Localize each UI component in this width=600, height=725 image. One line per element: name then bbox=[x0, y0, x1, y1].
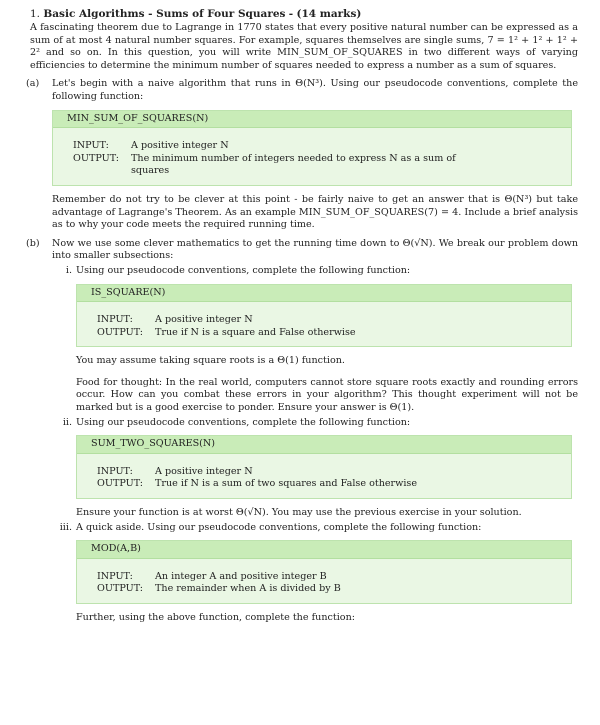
part-b-label: (b) bbox=[26, 237, 40, 249]
input-value: A positive integer N bbox=[155, 314, 253, 326]
input-key: INPUT: bbox=[73, 140, 109, 152]
question-marks: (14 marks) bbox=[296, 8, 362, 20]
output-value: The minimum number of integers needed to express N as a sum of squares bbox=[131, 152, 456, 177]
output-value: The remainder when A is divided by B bbox=[155, 583, 341, 595]
part-b-ii-text: Using our pseudocode conventions, complete the following function: bbox=[76, 416, 411, 428]
output-row bbox=[97, 583, 551, 596]
part-b-i-text: Using our pseudocode conventions, complete the following function: bbox=[76, 264, 411, 276]
function-signature: MOD(A,B) bbox=[77, 541, 571, 559]
input-key: INPUT: bbox=[97, 570, 133, 582]
input-row bbox=[97, 571, 551, 584]
output-key: OUTPUT: bbox=[97, 583, 144, 595]
output-value: True if N is a square and False otherwise bbox=[155, 326, 356, 338]
part-b-iii-text: A quick aside. Using our pseudocode conventions, complete the following function: bbox=[76, 521, 482, 533]
part-b-i bbox=[65, 264, 578, 415]
output-row bbox=[97, 478, 551, 491]
output-row bbox=[97, 327, 551, 340]
input-value: An integer A and positive integer B bbox=[155, 570, 327, 582]
function-signature: IS_SQUARE(N) bbox=[77, 285, 571, 303]
part-b-ii bbox=[62, 416, 578, 520]
function-box-min-sum bbox=[52, 110, 572, 186]
input-row bbox=[97, 466, 551, 479]
question-title-text: Basic Algorithms - Sums of Four Squares bbox=[43, 8, 286, 20]
part-b-ii-note: Ensure your function is at worst Θ(√N). You may use the previous exercise in your solution. bbox=[76, 507, 522, 519]
part-b-ii-label: ii. bbox=[62, 416, 72, 428]
input-value: A positive integer N bbox=[131, 140, 229, 152]
part-b-iii bbox=[59, 521, 578, 625]
input-row bbox=[97, 314, 551, 327]
part-a-label: (a) bbox=[26, 78, 40, 90]
part-a-text: Let's begin with a naive algorithm that runs in Θ(N³). Using our pseudocode conventions, complete the following function: bbox=[52, 78, 578, 102]
input-key: INPUT: bbox=[97, 314, 133, 326]
function-signature: MIN_SUM_OF_SQUARES(N) bbox=[53, 111, 571, 129]
part-b-iii-label: iii. bbox=[59, 521, 72, 533]
function-box-sum-two-squares bbox=[76, 435, 572, 499]
part-a bbox=[26, 78, 578, 231]
question-intro: A fascinating theorem due to Lagrange in 1770 states that every positive natural number can be expressed as a sum of at most 4 natural number squares. For example, squares themselves are single sums, 7 = 1² + 1² + 1² + 2² and so on. In this question, you will write MIN_SUM_OF_SQUARES in two different ways of varying efficiencies to determine the minimum number of squares needed to express a number as a sum of squares. bbox=[30, 22, 578, 71]
document-page bbox=[26, 8, 578, 625]
output-value: True if N is a sum of two squares and False otherwise bbox=[155, 478, 418, 490]
part-b bbox=[26, 237, 578, 625]
function-box-mod bbox=[76, 540, 572, 604]
part-b-text: Now we use some clever mathematics to get the running time down to Θ(√N). We break our problem down into smaller subsections: bbox=[52, 237, 578, 262]
question-title: 1. Basic Algorithms - Sums of Four Squares - (14 marks) bbox=[30, 8, 362, 20]
output-key: OUTPUT: bbox=[73, 152, 120, 164]
part-b-i-note: You may assume taking square roots is a Θ(1) function. bbox=[76, 355, 345, 367]
function-box-is-square bbox=[76, 284, 572, 348]
input-row bbox=[73, 140, 551, 153]
output-key: OUTPUT: bbox=[97, 326, 144, 338]
part-b-iii-note: Further, using the above function, complete the function: bbox=[76, 612, 355, 623]
function-signature: SUM_TWO_SQUARES(N) bbox=[77, 436, 571, 454]
part-a-remark: Remember do not try to be clever at this point - be fairly naive to get an answer that is Θ(N³) but take advantage of Lagrange's Theorem. As an example MIN_SUM_OF_SQUARES(7) = 4. Include a brief analysis as to why your code meets the required running time. bbox=[52, 193, 578, 231]
question-number: 1. bbox=[30, 8, 41, 20]
input-key: INPUT: bbox=[97, 465, 133, 477]
output-row bbox=[73, 153, 551, 178]
part-b-i-label: i. bbox=[65, 264, 72, 276]
output-key: OUTPUT: bbox=[97, 478, 144, 490]
part-b-i-food-for-thought: Food for thought: In the real world, computers cannot store square roots exactly and rounding errors occur. How can you combat these errors in your algorithm? This thought experiment will not be marked but is a good exercise to ponder. Ensure your answer is Θ(1). bbox=[76, 376, 578, 414]
input-value: A positive integer N bbox=[155, 465, 253, 477]
